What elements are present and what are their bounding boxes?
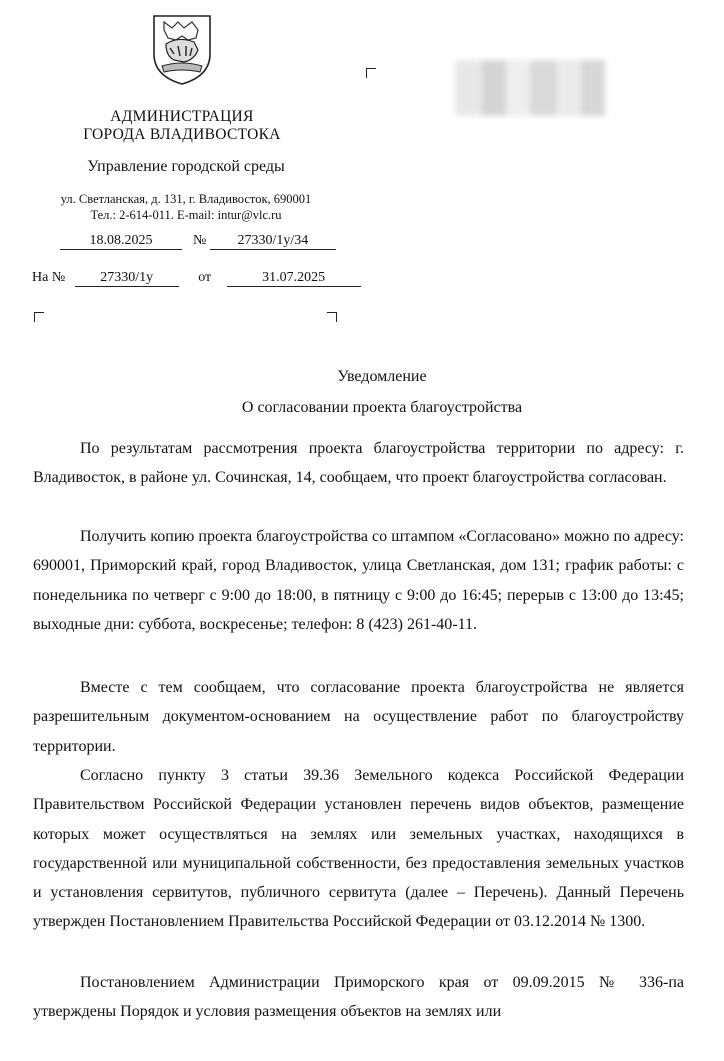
reply-from-label: от — [198, 270, 212, 285]
addressee-corner-mark — [366, 68, 376, 78]
coat-of-arms-emblem — [148, 10, 216, 86]
org-name-line1: АДМИНИСТРАЦИЯ — [110, 108, 254, 125]
body-paragraph: Постановлением Администрации Приморского края от 09.09.2015 № 336-па утверждены Порядок и условия размещения объектов на землях или — [33, 974, 684, 1021]
department-name: Управление городской среды — [87, 158, 285, 175]
body-paragraph: По результатам рассмотрения проекта благоустройства территории по адресу: г. Владивосток, в районе ул. Сочинская, 14, сообщаем, что проект благоустройства согласован. — [33, 440, 684, 487]
reply-date: 31.07.2025 — [227, 270, 361, 287]
subject-corner-right — [327, 312, 337, 322]
subject-corner-left — [34, 312, 44, 322]
registration-line — [60, 233, 336, 250]
body-paragraph: Вместе с тем сообщаем, что согласование проекта благоустройства не является разрешительным документом-основанием на осуществление работ по благоустройству территории. — [33, 679, 684, 755]
reply-reference-line — [32, 270, 361, 287]
body-paragraph: Получить копию проекта благоустройства со штампом «Согласовано» можно по адресу: 690001, Приморский край, город Владивосток, улица Светланская, дом 131; график работы: с понедельника по четверг с 9:00 до 18:00, в пятницу с 9:00 до 16:45; перерыв с 13:00 до 13:45; выходные дни: суббота, воскресенье; телефон: 8 (423) 261-40-11. — [33, 528, 684, 633]
registration-date: 18.08.2025 — [60, 233, 182, 250]
body-paragraph: Согласно пункту 3 статьи 39.36 Земельного кодекса Российской Федерации Правительством Российской Федерации установлен перечень видов объектов, размещение которых может осуществляться на землях или земельных участках, находящихся в государственной или муниципальной собственности, без предоставления земельных участков и установления сервитутов, публичного сервитута (далее – Перечень). Данный Перечень утвержден Постановлением Правительства Российской Федерации от 03.12.2014 № 1300. — [33, 767, 684, 931]
org-address: ул. Светланская, д. 131, г. Владивосток, 690001 — [60, 192, 312, 206]
org-contacts: Тел.: 2-614-011. E-mail: intur@vlc.ru — [90, 208, 282, 222]
reply-number-label: На № — [32, 270, 66, 285]
redacted-addressee — [455, 60, 605, 116]
registration-number-label: № — [193, 233, 207, 248]
reply-number: 27330/1у — [75, 270, 179, 287]
org-name-line2: ГОРОДА ВЛАДИВОСТОКА — [83, 126, 281, 143]
document-subject: О согласовании проекта благоустройства — [241, 399, 523, 416]
document-heading: Уведомление — [337, 368, 427, 385]
registration-number: 27330/1у/34 — [210, 233, 336, 250]
